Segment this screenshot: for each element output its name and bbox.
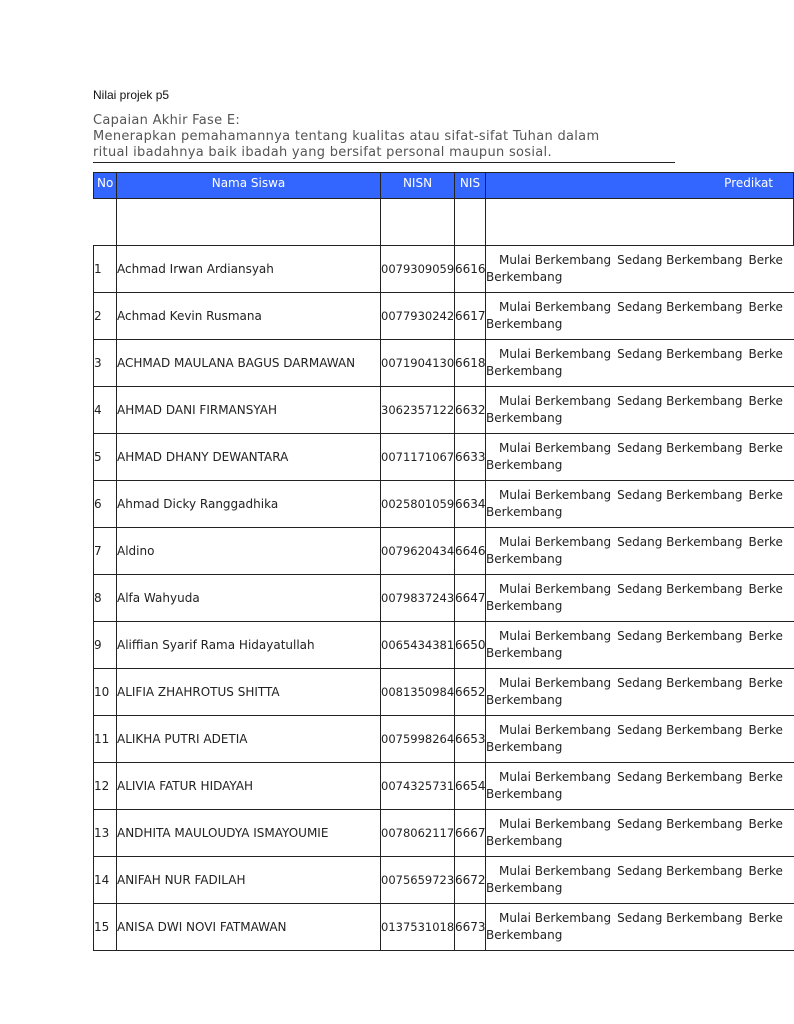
cell-predikat[interactable] <box>486 810 794 857</box>
predikat-option-sedang[interactable]: Sedang Berkembang <box>617 488 743 502</box>
cell-nama-siswa: AHMAD DHANY DEWANTARA <box>117 434 381 481</box>
cell-predikat[interactable] <box>486 763 794 810</box>
predikat-option-berkembang-wrap: Berkembang <box>486 693 563 707</box>
header-gap-row <box>94 199 794 246</box>
predikat-option-berkembang-partial[interactable]: Berke <box>748 864 783 878</box>
predikat-option-berkembang-partial[interactable]: Berke <box>748 770 783 784</box>
cell-nis: 6634 <box>455 481 486 528</box>
cell-nisn: 0065434381 <box>381 622 455 669</box>
cell-nis: 6654 <box>455 763 486 810</box>
table-row <box>94 904 794 951</box>
cell-no: 8 <box>94 575 117 622</box>
predikat-option-mulai[interactable]: Mulai Berkembang <box>499 441 612 455</box>
cell-no: 9 <box>94 622 117 669</box>
header-predikat: Predikat <box>486 173 794 199</box>
predikat-option-berkembang-partial[interactable]: Berke <box>748 347 783 361</box>
cell-nama-siswa: Aliffian Syarif Rama Hidayatullah <box>117 622 381 669</box>
predikat-option-mulai[interactable]: Mulai Berkembang <box>499 300 612 314</box>
predikat-option-berkembang-partial[interactable]: Berke <box>748 535 783 549</box>
cell-predikat[interactable] <box>486 575 794 622</box>
cell-predikat[interactable] <box>486 481 794 528</box>
cell-nis: 6632 <box>455 387 486 434</box>
cell-nisn: 0079309059 <box>381 246 455 293</box>
cell-nisn: 0081350984 <box>381 669 455 716</box>
predikat-option-mulai[interactable]: Mulai Berkembang <box>499 676 612 690</box>
cell-predikat[interactable] <box>486 293 794 340</box>
predikat-option-sedang[interactable]: Sedang Berkembang <box>617 347 743 361</box>
cell-nisn: 0074325731 <box>381 763 455 810</box>
cell-nama-siswa: Achmad Irwan Ardiansyah <box>117 246 381 293</box>
cell-nama-siswa: ANIFAH NUR FADILAH <box>117 857 381 904</box>
cell-no: 5 <box>94 434 117 481</box>
table-row <box>94 246 794 293</box>
cell-predikat[interactable] <box>486 246 794 293</box>
cell-nis: 6652 <box>455 669 486 716</box>
cell-predikat[interactable] <box>486 622 794 669</box>
cell-no: 14 <box>94 857 117 904</box>
table-row <box>94 669 794 716</box>
cell-nis: 6672 <box>455 857 486 904</box>
cell-nisn: 3062357122 <box>381 387 455 434</box>
cell-predikat[interactable] <box>486 669 794 716</box>
predikat-option-sedang[interactable]: Sedang Berkembang <box>617 864 743 878</box>
table-row <box>94 622 794 669</box>
predikat-option-berkembang-wrap: Berkembang <box>486 552 563 566</box>
predikat-option-berkembang-partial[interactable]: Berke <box>748 676 783 690</box>
table-row <box>94 810 794 857</box>
cell-predikat[interactable] <box>486 387 794 434</box>
cell-no: 4 <box>94 387 117 434</box>
header-nisn: NISN <box>381 173 455 199</box>
table-row <box>94 857 794 904</box>
table-row <box>94 340 794 387</box>
capaian-block <box>93 113 675 163</box>
predikat-option-mulai[interactable]: Mulai Berkembang <box>499 582 612 596</box>
table-row <box>94 528 794 575</box>
cell-no: 1 <box>94 246 117 293</box>
predikat-option-berkembang-wrap: Berkembang <box>486 411 563 425</box>
table-row <box>94 575 794 622</box>
table-row <box>94 293 794 340</box>
cell-predikat[interactable] <box>486 716 794 763</box>
predikat-option-berkembang-wrap: Berkembang <box>486 270 563 284</box>
table-row <box>94 716 794 763</box>
cell-predikat[interactable] <box>486 434 794 481</box>
cell-nisn: 0078062117 <box>381 810 455 857</box>
table-row <box>94 763 794 810</box>
cell-nama-siswa: ALIVIA FATUR HIDAYAH <box>117 763 381 810</box>
cell-nis: 6650 <box>455 622 486 669</box>
predikat-option-berkembang-partial[interactable]: Berke <box>748 394 783 408</box>
predikat-option-berkembang-partial[interactable]: Berke <box>748 253 783 267</box>
predikat-option-berkembang-wrap: Berkembang <box>486 364 563 378</box>
table-header-row <box>94 173 794 199</box>
predikat-option-berkembang-wrap: Berkembang <box>486 646 563 660</box>
predikat-option-sedang[interactable]: Sedang Berkembang <box>617 300 743 314</box>
cell-nama-siswa: Ahmad Dicky Ranggadhika <box>117 481 381 528</box>
cell-nama-siswa: AHMAD DANI FIRMANSYAH <box>117 387 381 434</box>
cell-nama-siswa: ALIFIA ZHAHROTUS SHITTA <box>117 669 381 716</box>
cell-nama-siswa: Achmad Kevin Rusmana <box>117 293 381 340</box>
cell-no: 2 <box>94 293 117 340</box>
cell-nis: 6673 <box>455 904 486 951</box>
cell-no: 12 <box>94 763 117 810</box>
predikat-option-berkembang-wrap: Berkembang <box>486 599 563 613</box>
predikat-option-berkembang-wrap: Berkembang <box>486 834 563 848</box>
cell-no: 6 <box>94 481 117 528</box>
cell-predikat[interactable] <box>486 340 794 387</box>
cell-no: 10 <box>94 669 117 716</box>
cell-nisn: 0075998264 <box>381 716 455 763</box>
cell-nama-siswa: ALIKHA PUTRI ADETIA <box>117 716 381 763</box>
predikat-option-berkembang-partial[interactable]: Berke <box>748 300 783 314</box>
predikat-option-mulai[interactable]: Mulai Berkembang <box>499 394 612 408</box>
predikat-option-berkembang-wrap: Berkembang <box>486 505 563 519</box>
predikat-option-sedang[interactable]: Sedang Berkembang <box>617 582 743 596</box>
cell-no: 15 <box>94 904 117 951</box>
capaian-heading: Capaian Akhir Fase E: <box>93 113 241 128</box>
cell-nama-siswa: Alfa Wahyuda <box>117 575 381 622</box>
cell-nis: 6617 <box>455 293 486 340</box>
predikat-option-berkembang-partial[interactable]: Berke <box>748 441 783 455</box>
predikat-option-mulai[interactable]: Mulai Berkembang <box>499 817 612 831</box>
predikat-option-sedang[interactable]: Sedang Berkembang <box>617 535 743 549</box>
cell-nisn: 0079620434 <box>381 528 455 575</box>
predikat-option-sedang[interactable]: Sedang Berkembang <box>617 770 743 784</box>
predikat-option-berkembang-wrap: Berkembang <box>486 928 563 942</box>
predikat-option-berkembang-wrap: Berkembang <box>486 787 563 801</box>
cell-no: 13 <box>94 810 117 857</box>
predikat-option-berkembang-partial[interactable]: Berke <box>748 629 783 643</box>
cell-no: 11 <box>94 716 117 763</box>
header-no: No <box>94 173 117 199</box>
predikat-option-mulai[interactable]: Mulai Berkembang <box>499 911 612 925</box>
predikat-option-sedang[interactable]: Sedang Berkembang <box>617 676 743 690</box>
cell-nis: 6616 <box>455 246 486 293</box>
cell-nama-siswa: ACHMAD MAULANA BAGUS DARMAWAN <box>117 340 381 387</box>
predikat-option-mulai[interactable]: Mulai Berkembang <box>499 488 612 502</box>
cell-predikat[interactable] <box>486 904 794 951</box>
predikat-option-mulai[interactable]: Mulai Berkembang <box>499 347 612 361</box>
predikat-option-mulai[interactable]: Mulai Berkembang <box>499 723 612 737</box>
predikat-option-berkembang-partial[interactable]: Berke <box>748 911 783 925</box>
cell-nis: 6653 <box>455 716 486 763</box>
table-row <box>94 434 794 481</box>
predikat-option-mulai[interactable]: Mulai Berkembang <box>499 253 612 267</box>
cell-no: 7 <box>94 528 117 575</box>
predikat-option-berkembang-wrap: Berkembang <box>486 458 563 472</box>
cell-no: 3 <box>94 340 117 387</box>
predikat-option-berkembang-wrap: Berkembang <box>486 740 563 754</box>
cell-predikat[interactable] <box>486 528 794 575</box>
cell-nama-siswa: ANDHITA MAULOUDYA ISMAYOUMIE <box>117 810 381 857</box>
header-nis: NIS <box>455 173 486 199</box>
predikat-option-sedang[interactable]: Sedang Berkembang <box>617 253 743 267</box>
predikat-option-sedang[interactable]: Sedang Berkembang <box>617 723 743 737</box>
predikat-option-mulai[interactable]: Mulai Berkembang <box>499 535 612 549</box>
header-nama-siswa: Nama Siswa <box>117 173 381 199</box>
predikat-option-berkembang-partial[interactable]: Berke <box>748 488 783 502</box>
cell-nis: 6618 <box>455 340 486 387</box>
table-row <box>94 387 794 434</box>
cell-nis: 6646 <box>455 528 486 575</box>
capaian-line-2: ritual ibadahnya baik ibadah yang bersifat personal maupun sosial. <box>93 145 552 160</box>
predikat-option-sedang[interactable]: Sedang Berkembang <box>617 911 743 925</box>
predikat-option-sedang[interactable]: Sedang Berkembang <box>617 394 743 408</box>
cell-nisn: 0137531018 <box>381 904 455 951</box>
predikat-option-mulai[interactable]: Mulai Berkembang <box>499 770 612 784</box>
page-title: Nilai projek p5 <box>93 88 170 102</box>
predikat-option-berkembang-partial[interactable]: Berke <box>748 817 783 831</box>
predikat-option-berkembang-partial[interactable]: Berke <box>748 723 783 737</box>
cell-nisn: 0025801059 <box>381 481 455 528</box>
grades-table <box>93 172 794 951</box>
cell-nama-siswa: ANISA DWI NOVI FATMAWAN <box>117 904 381 951</box>
predikat-option-berkembang-wrap: Berkembang <box>486 881 563 895</box>
cell-nis: 6647 <box>455 575 486 622</box>
predikat-option-berkembang-partial[interactable]: Berke <box>748 582 783 596</box>
table-row <box>94 481 794 528</box>
cell-nisn: 0077930242 <box>381 293 455 340</box>
predikat-option-berkembang-wrap: Berkembang <box>486 317 563 331</box>
predikat-option-sedang[interactable]: Sedang Berkembang <box>617 441 743 455</box>
cell-predikat[interactable] <box>486 857 794 904</box>
cell-nisn: 0075659723 <box>381 857 455 904</box>
cell-nisn: 0071904130 <box>381 340 455 387</box>
predikat-option-sedang[interactable]: Sedang Berkembang <box>617 629 743 643</box>
cell-nama-siswa: Aldino <box>117 528 381 575</box>
cell-nisn: 0079837243 <box>381 575 455 622</box>
table-body <box>94 246 794 951</box>
cell-nis: 6633 <box>455 434 486 481</box>
cell-nisn: 0071171067 <box>381 434 455 481</box>
predikat-option-mulai[interactable]: Mulai Berkembang <box>499 864 612 878</box>
capaian-line-1: Menerapkan pemahamannya tentang kualitas atau sifat-sifat Tuhan dalam <box>93 129 600 144</box>
predikat-option-mulai[interactable]: Mulai Berkembang <box>499 629 612 643</box>
cell-nis: 6667 <box>455 810 486 857</box>
predikat-option-sedang[interactable]: Sedang Berkembang <box>617 817 743 831</box>
